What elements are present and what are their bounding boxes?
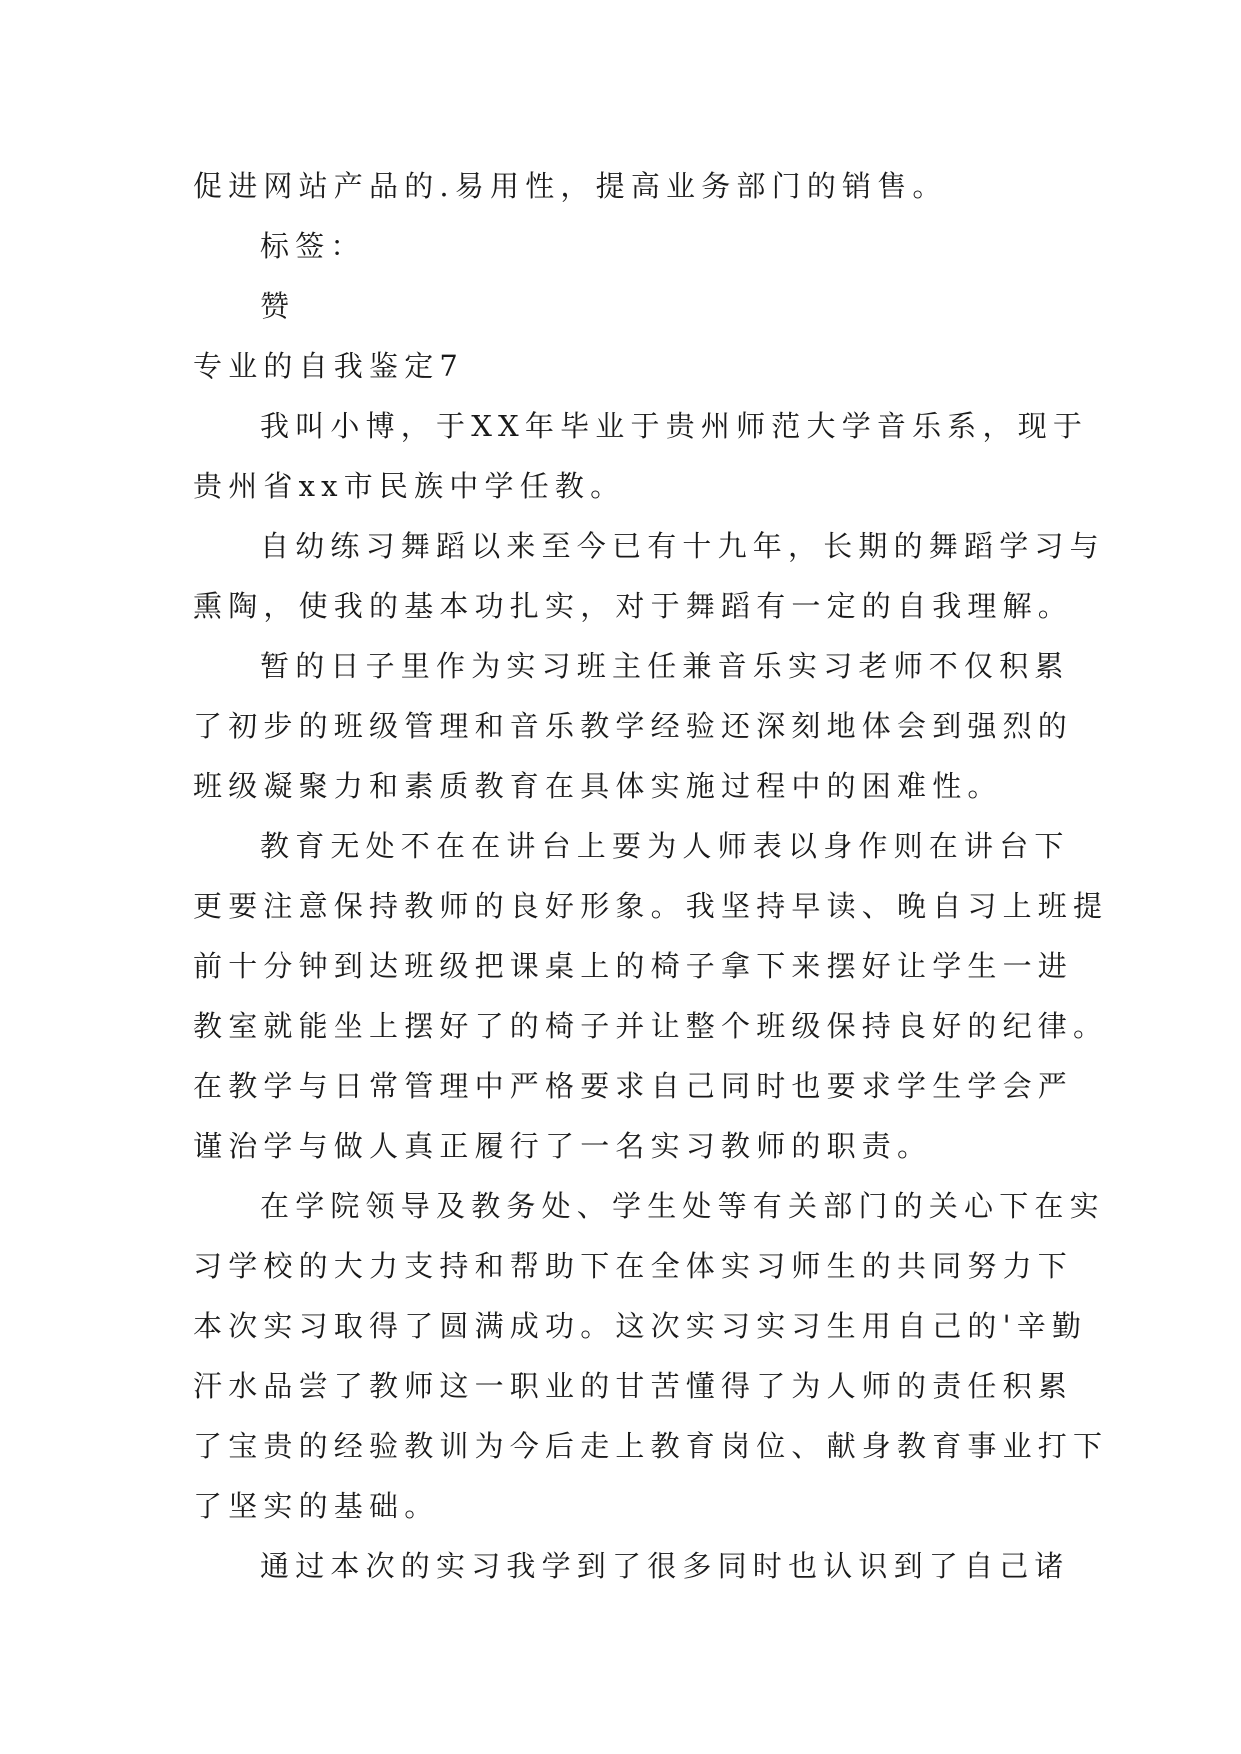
text-line: 在学院领导及教务处、学生处等有关部门的关心下在实 bbox=[260, 1189, 1105, 1223]
text-line: 贵州省xx市民族中学任教。 bbox=[193, 469, 626, 503]
text-line: 自幼练习舞蹈以来至今已有十九年，长期的舞蹈学习与 bbox=[260, 529, 1105, 563]
text-line: 了初步的班级管理和音乐教学经验还深刻地体会到强烈的 bbox=[193, 709, 1074, 743]
text-line: 了坚实的基础。 bbox=[193, 1489, 440, 1523]
text-line: 习学校的大力支持和帮助下在全体实习师生的共同努力下 bbox=[193, 1249, 1074, 1283]
text-line: 汗水品尝了教师这一职业的甘苦懂得了为人师的责任积累 bbox=[193, 1369, 1074, 1403]
text-line: 在教学与日常管理中严格要求自己同时也要求学生学会严 bbox=[193, 1069, 1074, 1103]
text-line: 教室就能坐上摆好了的椅子并让整个班级保持良好的纪律。 bbox=[193, 1009, 1109, 1043]
like-label: 赞 bbox=[260, 289, 296, 323]
text-line: 我叫小博，于XX年毕业于贵州师范大学音乐系，现于 bbox=[260, 409, 1089, 443]
text-line: 了宝贵的经验教训为今后走上教育岗位、献身教育事业打下 bbox=[193, 1429, 1109, 1463]
tags-label: 标签： bbox=[260, 229, 366, 263]
text-line: 暂的日子里作为实习班主任兼音乐实习老师不仅积累 bbox=[260, 649, 1070, 683]
text-line: 教育无处不在在讲台上要为人师表以身作则在讲台下 bbox=[260, 829, 1070, 863]
text-line: 促进网站产品的.易用性，提高业务部门的销售。 bbox=[193, 169, 948, 203]
section-heading: 专业的自我鉴定7 bbox=[193, 349, 465, 383]
text-line: 熏陶，使我的基本功扎实，对于舞蹈有一定的自我理解。 bbox=[193, 589, 1074, 623]
text-line: 谨治学与做人真正履行了一名实习教师的职责。 bbox=[193, 1129, 933, 1163]
text-line: 班级凝聚力和素质教育在具体实施过程中的困难性。 bbox=[193, 769, 1003, 803]
text-line: 本次实习取得了圆满成功。这次实习实习生用自己的'辛勤 bbox=[193, 1309, 1088, 1343]
text-line: 更要注意保持教师的良好形象。我坚持早读、晚自习上班提 bbox=[193, 889, 1109, 923]
text-line: 前十分钟到达班级把课桌上的椅子拿下来摆好让学生一进 bbox=[193, 949, 1074, 983]
text-line: 通过本次的实习我学到了很多同时也认识到了自己诸 bbox=[260, 1549, 1070, 1583]
